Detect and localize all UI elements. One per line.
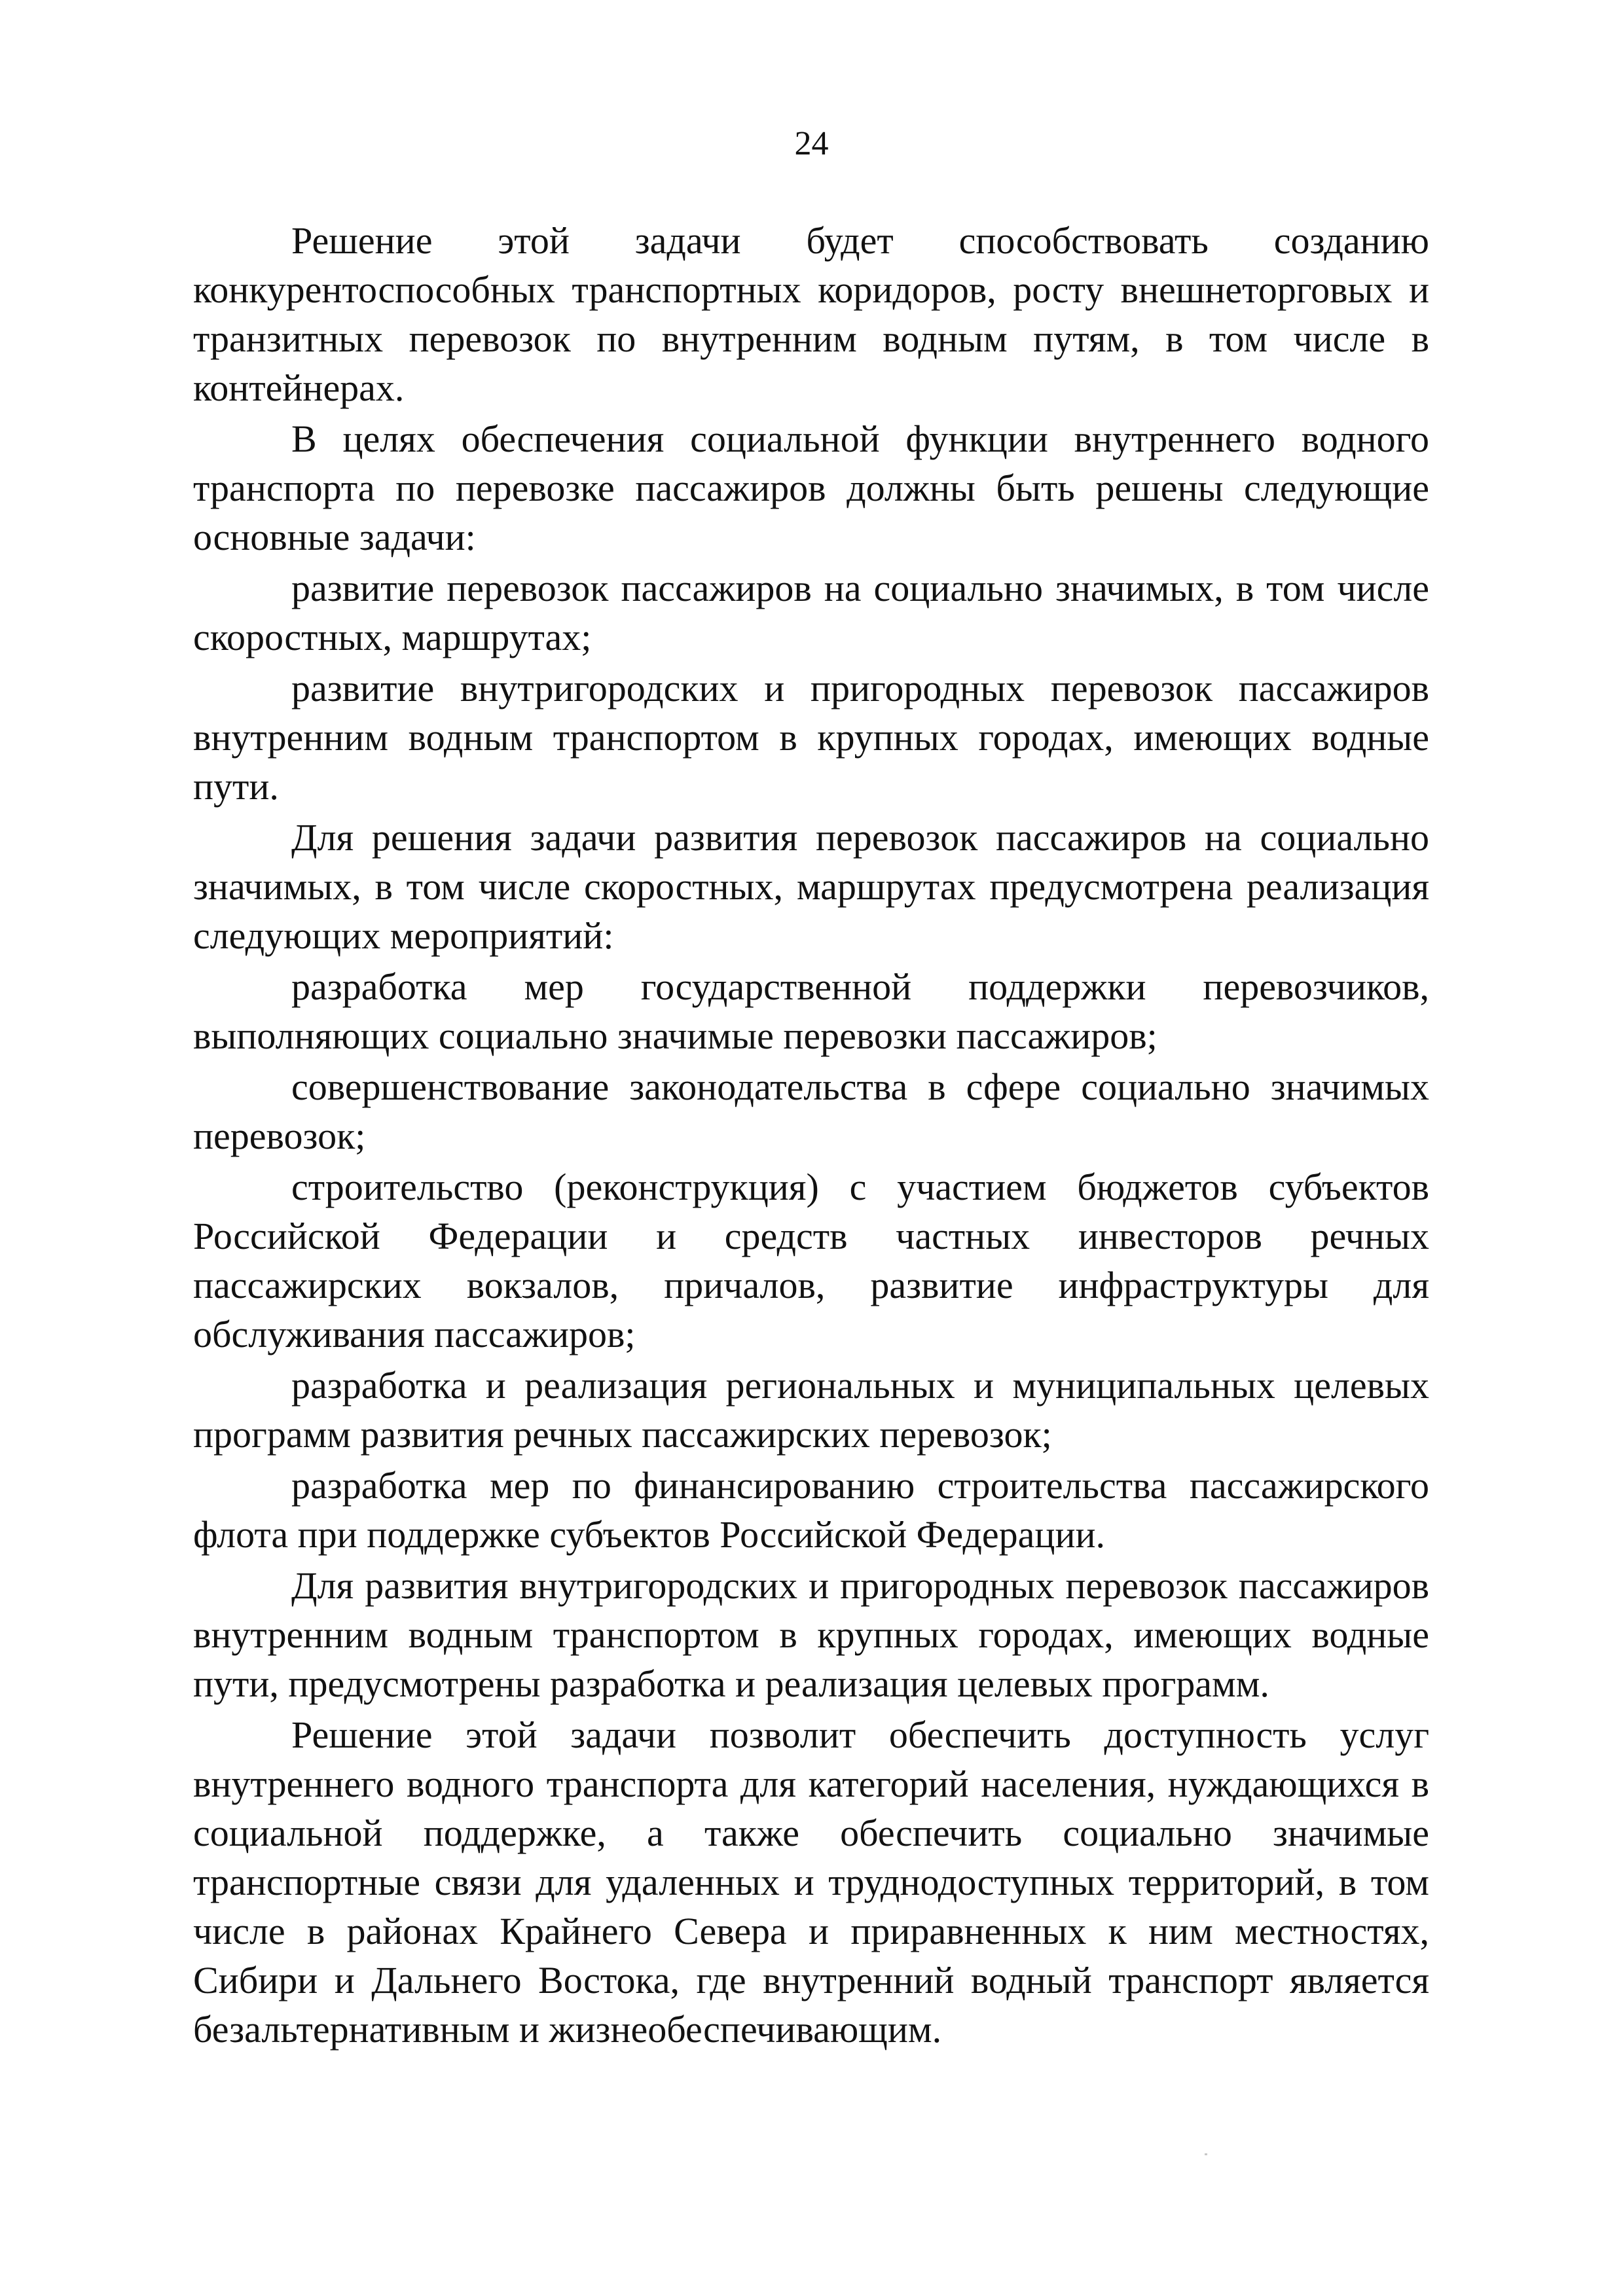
list-item-urban-transport: развитие внутригородских и пригородных перевозок пассажиров внутренним водным транспортом в крупных городах, имеющих водные пути. (193, 667, 1429, 808)
list-item-state-support: разработка мер государственной поддержки перевозчиков, выполняющих социально значимые перевозки пассажиров; (193, 965, 1429, 1057)
list-item-social-routes: развитие перевозок пассажиров на социально значимых, в том числе скоростных, маршрутах; (193, 567, 1429, 658)
paragraph-measures-intro: Для решения задачи развития перевозок пассажиров на социально значимых, в том числе скоростных, маршрутах предусмотрена реализация следующих мероприятий: (193, 816, 1429, 957)
scan-speck (1205, 2153, 1207, 2155)
paragraph-task-solution: Решение этой задачи будет способствовать созданию конкурентоспособных транспортных коридоров, росту внешнеторговых и транзитных перевозок по внутренним водным путям, в том числе в контейнерах. (193, 219, 1429, 409)
list-item-construction: строительство (реконструкция) с участием бюджетов субъектов Российской Федерации и средств частных инвесторов речных пассажирских вокзалов, причалов, развитие инфраструктуры для обслуживания пассажиров; (193, 1166, 1429, 1355)
list-item-regional-programs: разработка и реализация региональных и муниципальных целевых программ развития речных пассажирских перевозок; (193, 1364, 1429, 1456)
paragraph-urban-programs: Для развития внутригородских и пригородных перевозок пассажиров внутренним водным транспортом в крупных городах, имеющих водные пути, предусмотрены разработка и реализация целевых программ. (193, 1564, 1429, 1705)
document-body (193, 216, 1429, 2056)
page-number: 24 (794, 125, 829, 162)
list-item-fleet-financing: разработка мер по финансированию строительства пассажирского флота при поддержке субъектов Российской Федерации. (193, 1464, 1429, 1556)
paragraph-social-function: В целях обеспечения социальной функции внутреннего водного транспорта по перевозке пассажиров должны быть решены следующие основные задачи: (193, 418, 1429, 558)
paragraph-accessibility: Решение этой задачи позволит обеспечить доступность услуг внутреннего водного транспорта для категорий населения, нуждающихся в социальной поддержке, а также обеспечить социально значимые транспортные связи для удаленных и труднодоступных территорий, в том числе в районах Крайнего Севера и приравненных к ним местностях, Сибири и Дальнего Востока, где внутренний водный транспорт является безальтернативным и жизнеобеспечивающим. (193, 1713, 1429, 2051)
list-item-legislation: совершенствование законодательства в сфере социально значимых перевозок; (193, 1066, 1429, 1157)
